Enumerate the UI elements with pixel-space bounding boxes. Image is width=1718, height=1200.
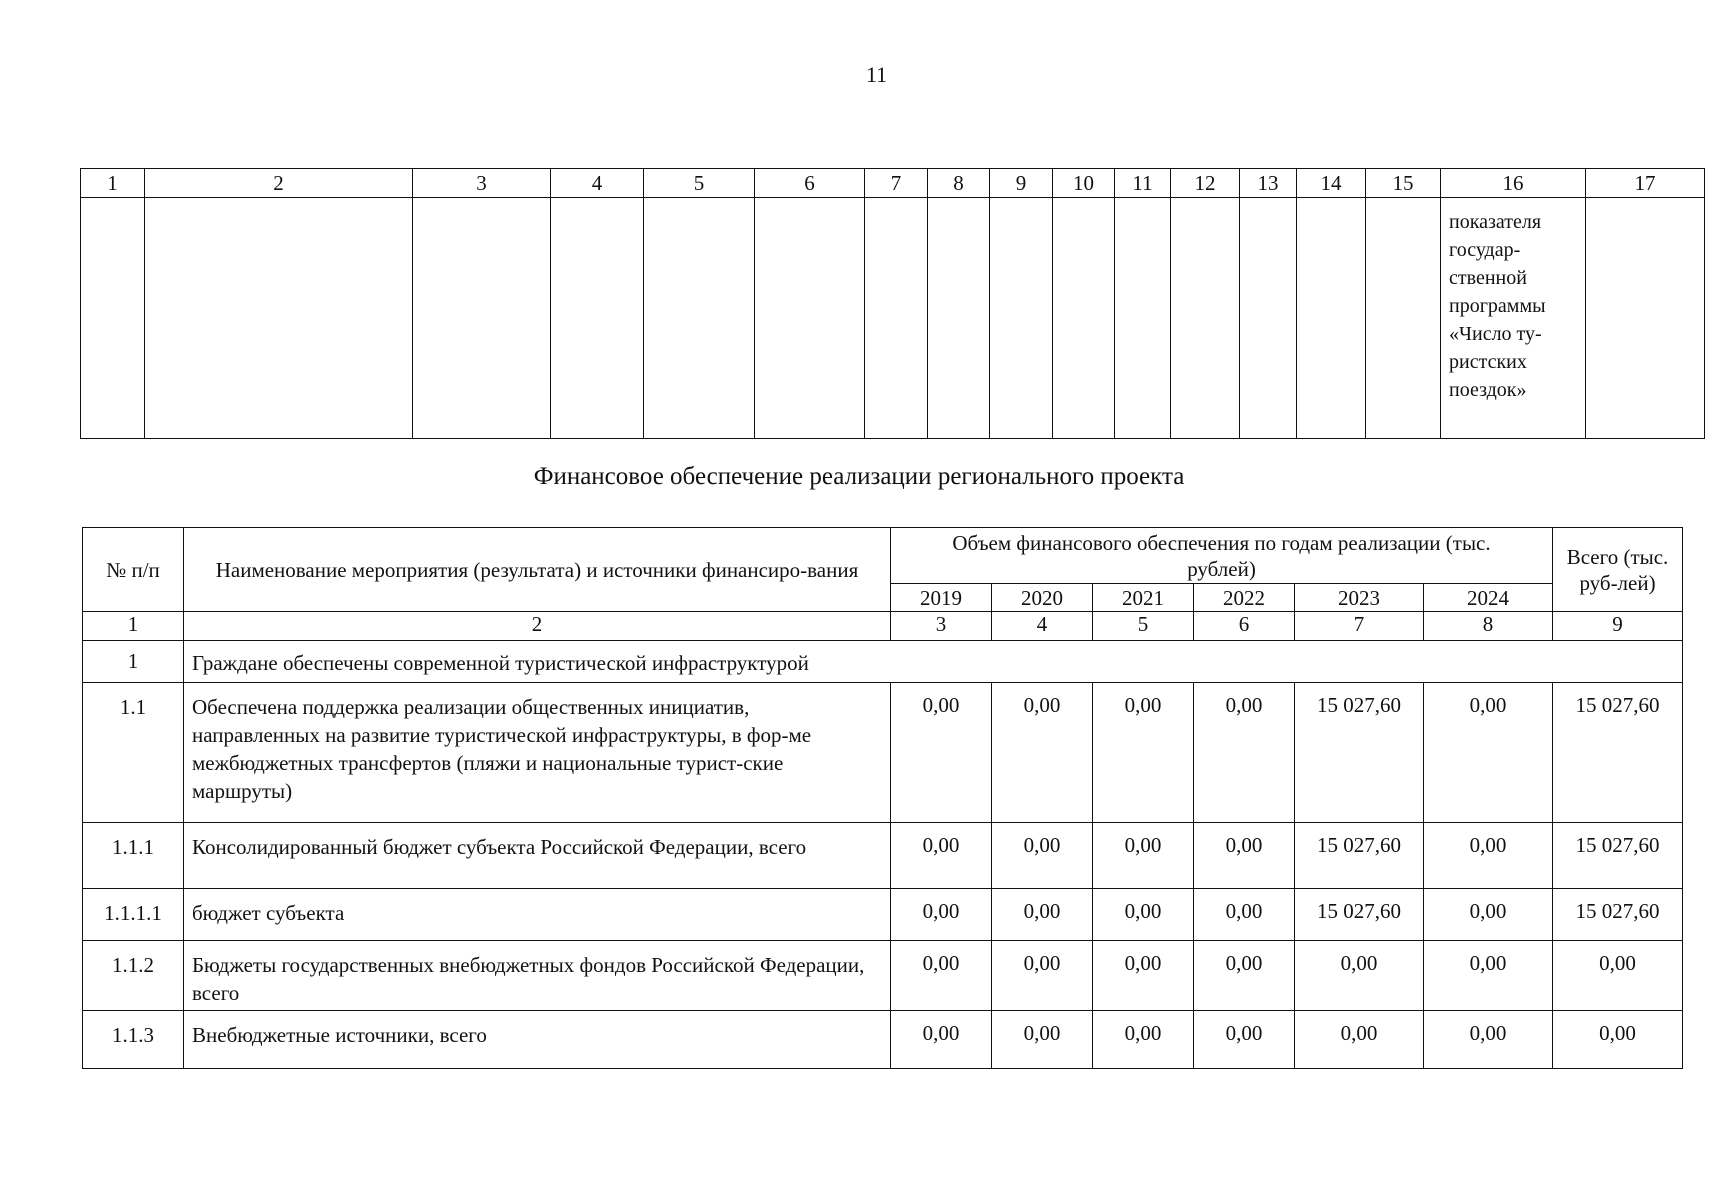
table-cell xyxy=(413,198,551,439)
column-number: 1 xyxy=(83,612,184,641)
total-cell: 15 027,60 xyxy=(1553,889,1683,941)
table-row xyxy=(83,823,1683,889)
value-cell: 15 027,60 xyxy=(1295,889,1424,941)
value-cell: 0,00 xyxy=(992,683,1093,823)
column-number: 2 xyxy=(145,169,413,198)
row-number: 1.1.2 xyxy=(83,941,184,1011)
column-number: 5 xyxy=(644,169,755,198)
value-cell: 0,00 xyxy=(1093,941,1194,1011)
column-number: 1 xyxy=(81,169,145,198)
column-number: 17 xyxy=(1586,169,1705,198)
value-cell: 0,00 xyxy=(1093,1011,1194,1069)
section-row xyxy=(83,641,1683,683)
header-year: 2022 xyxy=(1194,584,1295,612)
table-row xyxy=(83,889,1683,941)
value-cell: 0,00 xyxy=(1295,941,1424,1011)
column-number: 9 xyxy=(1553,612,1683,641)
table-cell xyxy=(551,198,644,439)
column-number: 13 xyxy=(1240,169,1297,198)
table-cell xyxy=(1297,198,1366,439)
table-cell xyxy=(755,198,865,439)
row-name: Внебюджетные источники, всего xyxy=(184,1011,891,1069)
row-name: Обеспечена поддержка реализации общественных инициатив, направленных на развитие туристической инфраструктуры, в фор-ме межбюджетных трансфертов (пляжи и национальные турист-ские маршруты) xyxy=(184,683,891,823)
value-cell: 0,00 xyxy=(891,823,992,889)
value-cell: 0,00 xyxy=(1194,823,1295,889)
table-cell xyxy=(81,198,145,439)
value-cell: 0,00 xyxy=(1424,941,1553,1011)
column-number: 5 xyxy=(1093,612,1194,641)
row-number: 1.1 xyxy=(83,683,184,823)
table-cell xyxy=(1171,198,1240,439)
column-number: 9 xyxy=(990,169,1053,198)
column-number: 12 xyxy=(1171,169,1240,198)
value-cell: 0,00 xyxy=(1424,1011,1553,1069)
total-cell: 0,00 xyxy=(1553,1011,1683,1069)
value-cell: 0,00 xyxy=(1194,1011,1295,1069)
value-cell: 0,00 xyxy=(1424,683,1553,823)
total-cell: 15 027,60 xyxy=(1553,683,1683,823)
value-cell: 0,00 xyxy=(1295,1011,1424,1069)
value-cell: 15 027,60 xyxy=(1295,683,1424,823)
page-number: 11 xyxy=(866,62,888,87)
column-number: 4 xyxy=(551,169,644,198)
value-cell: 0,00 xyxy=(1194,683,1295,823)
value-cell: 0,00 xyxy=(992,823,1093,889)
value-cell: 0,00 xyxy=(891,683,992,823)
value-cell: 15 027,60 xyxy=(1295,823,1424,889)
value-cell: 0,00 xyxy=(1093,889,1194,941)
table-cell xyxy=(644,198,755,439)
column-number-row xyxy=(81,169,1705,198)
section-name: Граждане обеспечены современной туристической инфраструктурой xyxy=(184,641,1683,683)
column-number: 11 xyxy=(1115,169,1171,198)
column-number: 10 xyxy=(1053,169,1115,198)
indicator-line: государ- xyxy=(1449,239,1521,261)
row-number: 1.1.1 xyxy=(83,823,184,889)
column-number-row xyxy=(83,612,1683,641)
value-cell: 0,00 xyxy=(891,941,992,1011)
column-number: 8 xyxy=(1424,612,1553,641)
header-total: Всего (тыс. руб-лей) xyxy=(1553,528,1683,612)
header-volume: Объем финансового обеспечения по годам реализации (тыс. рублей) xyxy=(891,528,1553,584)
row-number: 1.1.1.1 xyxy=(83,889,184,941)
value-cell: 0,00 xyxy=(992,1011,1093,1069)
total-cell: 15 027,60 xyxy=(1553,823,1683,889)
indicator-line: ристских xyxy=(1449,351,1527,373)
row-number: 1.1.3 xyxy=(83,1011,184,1069)
header-year: 2024 xyxy=(1424,584,1553,612)
indicator-line: поездок» xyxy=(1449,379,1527,401)
header-num: № п/п xyxy=(83,528,184,612)
table-row xyxy=(83,941,1683,1011)
value-cell: 0,00 xyxy=(1194,941,1295,1011)
table-cell xyxy=(145,198,413,439)
table-cell xyxy=(990,198,1053,439)
value-cell: 0,00 xyxy=(992,889,1093,941)
indicator-line: программы xyxy=(1449,295,1546,317)
continuation-table xyxy=(80,168,1705,439)
column-number: 6 xyxy=(755,169,865,198)
column-number: 14 xyxy=(1297,169,1366,198)
column-number: 2 xyxy=(184,612,891,641)
column-number: 16 xyxy=(1441,169,1586,198)
value-cell: 0,00 xyxy=(1194,889,1295,941)
table-cell xyxy=(1240,198,1297,439)
table-cell xyxy=(1115,198,1171,439)
header-name: Наименование мероприятия (результата) и источники финансиро-вания xyxy=(184,528,891,612)
table-cell xyxy=(928,198,990,439)
column-number: 15 xyxy=(1366,169,1441,198)
value-cell: 0,00 xyxy=(1093,823,1194,889)
indicator-text-cell xyxy=(1441,198,1586,439)
header-year: 2023 xyxy=(1295,584,1424,612)
header-year: 2020 xyxy=(992,584,1093,612)
row-name: Консолидированный бюджет субъекта Российской Федерации, всего xyxy=(184,823,891,889)
table-row xyxy=(83,1011,1683,1069)
column-number: 3 xyxy=(413,169,551,198)
total-cell: 0,00 xyxy=(1553,941,1683,1011)
row-name: бюджет субъекта xyxy=(184,889,891,941)
indicator-line: «Число ту- xyxy=(1449,323,1542,345)
row-name: Бюджеты государственных внебюджетных фондов Российской Федерации, всего xyxy=(184,941,891,1011)
indicator-line: показателя xyxy=(1449,211,1542,233)
column-number: 6 xyxy=(1194,612,1295,641)
column-number: 3 xyxy=(891,612,992,641)
column-number: 8 xyxy=(928,169,990,198)
value-cell: 0,00 xyxy=(1424,823,1553,889)
header-year: 2019 xyxy=(891,584,992,612)
row-number: 1 xyxy=(83,641,184,683)
header-year: 2021 xyxy=(1093,584,1194,612)
finance-section-title: Финансовое обеспечение реализации регионального проекта xyxy=(533,463,1185,490)
value-cell: 0,00 xyxy=(1093,683,1194,823)
value-cell: 0,00 xyxy=(1424,889,1553,941)
finance-table xyxy=(82,527,1683,1069)
value-cell: 0,00 xyxy=(891,889,992,941)
table-row xyxy=(83,683,1683,823)
table-cell xyxy=(1586,198,1705,439)
table-cell xyxy=(865,198,928,439)
column-number: 4 xyxy=(992,612,1093,641)
indicator-line: ственной xyxy=(1449,267,1527,289)
column-number: 7 xyxy=(865,169,928,198)
table-row xyxy=(81,198,1705,439)
value-cell: 0,00 xyxy=(992,941,1093,1011)
table-cell xyxy=(1366,198,1441,439)
value-cell: 0,00 xyxy=(891,1011,992,1069)
table-cell xyxy=(1053,198,1115,439)
column-number: 7 xyxy=(1295,612,1424,641)
